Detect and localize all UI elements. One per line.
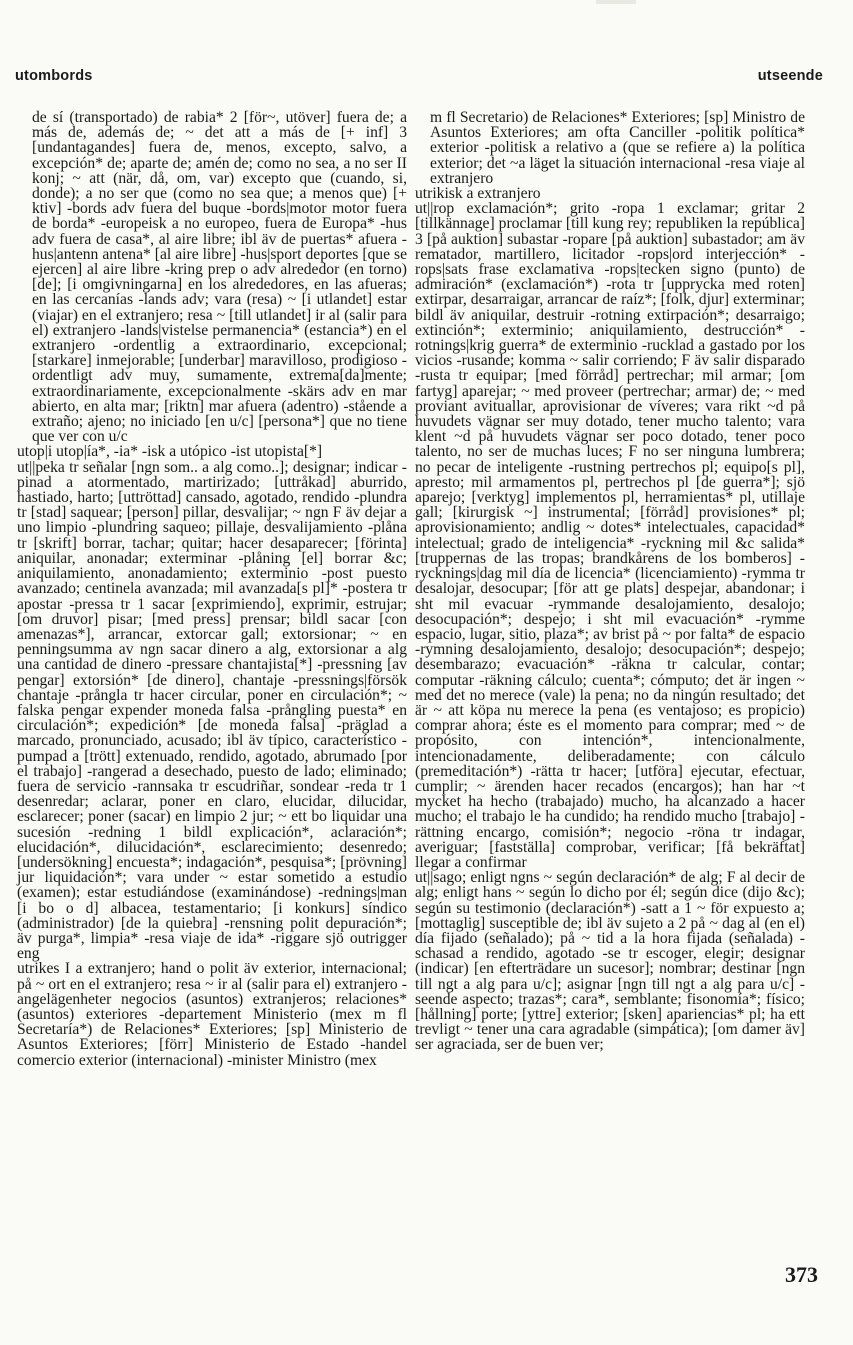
guide-word-right: utseende [757,68,823,84]
guide-word-left: utombords [15,68,93,84]
left-column [17,109,407,1069]
right-column [415,109,805,1054]
dictionary-entry: ut||sago; enligt ngns ~ según declaración* de alg; F al decir de alg; enligt hans ~ según lo dicho por él; según dice (dijo &c); según su testimonio (declaración*) -satt a 1 ~ för expuesto a; [mottaglig] susceptible de; ibl äv sujeto a 2 på ~ dag al (en el) día fijado (señalado); på ~ tid a la hora fijada (señalada) -schasad a rendido, agotado -se tr escoger, elegir; designar (indicar) [en efterträdare un sucesor]; nombrar; destinar [ngn till ngt a alg para u/c]; asignar [ngn till ngt a alg para u/c] -seende aspecto; trazas*; cara*, semblante; fisonomía*; físico; [hållning] porte; [yttre] exterior; [sken] apariencias* pl; ha ett trevligt ~ tener una cara agradable (simpática); [om damer äv] ser agraciada, ser de buen ver; [415,869,805,1054]
dictionary-entry: de sí (transportado) de rabia* 2 [för~, utöver] fuera de; a más de, además de; ~ det att a más de [+ inf] 3 [undantagandes] fuera de, menos, excepto, salvo, a excepción* de; aparte de; amén de; como no sea, a no ser II konj; ~ att (när, då, om, var) excepto que (cuando, si, donde); a no ser que (como no sea que; a menos que) [+ ktiv] -bords adv fuera del buque -bords|motor motor fuera de borda* -europeisk a no europeo, fuera de Europa* -hus adv fuera de casa*, al aire libre; ibl äv de puertas* afuera -hus|antenn antena* [al aire libre] -hus|sport deportes [que se ejercen] al aire libre -kring prep o adv alrededor (en torno) [de]; [i omgivningarna] en los alrededores, en las afueras; en las cercanías -lands adv; vara (resa) ~ [i utlandet] estar (viajar) en el extranjero; resa ~ [till utlandet] ir al (salir para el) extranjero -lands|vistelse permanencia* (estancia*) en el extranjero -ordentlig a extraordinario, excepcional; [starkare] inmejorable; [underbar] maravilloso, prodigioso -ordentligt adv muy, sumamente, extrema[da]mente; extraordinariamente, excepcionalmente -skärs adv en mar abierto, en alta mar; [riktn] mar afuera (adentro) -stående a extraño; ajeno; no iniciado [en u/c] [persona*] que no tiene que ver con u/c [32,109,407,446]
dictionary-entry: ut||rop exclamación*; grito -ropa 1 exclamar; gritar 2 [tillkännage] proclamar [till kung rey; republiken la república] 3 [på auktion] subastar -ropare [på auktion] subastador; am äv rematador, martillero, licitador -rops|ord interjección* -rops|sats frase exclamativa -rops|tecken signo (punto) de admiración* (exclamación*) -rota tr [upprycka med roten] extirpar, desarraigar, arrancar de raíz*; [folk, djur] exterminar; bildl äv aniquilar, destruir -rotning extirpación*; desarraigo; extinción*; exterminio; aniquilamiento, destrucción* -rotnings|krig guerra* de exterminio -rucklad a gastado por los vicios -rusande; komma ~ salir corriendo; F äv salir disparado -rusta tr equipar; [med förråd] pertrechar; mil armar; [om fartyg] aparejar; ~ med proveer (pertrechar; armar) de; ~ med proviant avituallar, aprovisionar de víveres; vara rikt ~d på huvudets vägnar ser muy dotado, tener mucho talento; vara klent ~d på huvudets vägnar ser poco dotado, tener poco talento, no ser de muchas luces; F no ser ninguna lumbrera; no pecar de inteligente -rustning pertrechos pl; equipo[s pl], apresto; mil armamentos pl, pertrechos pl [de guerra*]; sjö aparejo; [verktyg] implementos pl, herramientas* pl, utillaje gall; [kirurgisk ~] instrumental; [förråd] provisiones* pl; aprovisionamiento; andlig ~ dotes* intelectuales, capacidad* intelectual; grado de inteligencia* -ryckning mil &c salida* [truppernas de las tropas; brandkårens de los bomberos] -rycknings|dag mil día de licencia* (licenciamiento) -rymma tr desalojar, desocupar; [för att ge plats] despejar, abandonar; i sht mil evacuar -rymmande desalojamiento, desalojo; desocupación*; despejo; i sht mil evacuación* -rymme espacio, lugar, sitio, plaza*; av brist på ~ por falta* de espacio -rymning desalojamiento, desalojo; desocupación*; despejo; desembarazo; evacuación* -räkna tr calcular, contar; computar -räkning cálculo; cuenta*; cómputo; det är ingen ~ med det no merece (vale) la pena; no da ningún resultado; det är ~ att köpa nu merece la pena (es ventajoso; es propicio) comprar ahora; éste es el momento para comprar; med ~ de propósito, con intención*, intencionalmente, intencionadamente, deliberadamente; con cálculo (premeditación*) -rätta tr hacer; [utföra] ejecutar, efectuar, cumplir; ~ ärenden hacer recados (encargos); han har ~t mycket ha hecho (trabajado) mucho, ha alcanzado a hacer mucho; el trabajo le ha cundido; ha rendido mucho [trabajo] -rättning encargo, comisión*; negocio -röna tr indagar, averiguar; [fastställa] comprobar, verificar; [få bekräftat] llegar a confirmar [415,200,805,871]
dictionary-entry: utrikes I a extranjero; hand o polit äv exterior, internacional; på ~ ort en el extranjero; resa ~ ir al (salir para el) extranjero -angelägenheter negocios (asuntos) extranjeros; relaciones* (asuntos) exteriores -departement Ministerio (mex m fl Secretaría*) de Relaciones* Exteriores; [sp] Ministerio de Asuntos Exteriores; [förr] Ministerio de Estado -handel comercio exterior (internacional) -minister Ministro (mex [17,960,407,1069]
dictionary-entry: ut||peka tr señalar [ngn som.. a alg como..]; designar; indicar -pinad a atormentado, martirizado; [uttråkad] aburrido, hastiado, harto; [uttröttad] cansado, agotado, rendido -plundra tr [stad] saquear; [person] pillar, desvalijar; ~ ngn F äv dejar a uno limpio -plundring saqueo; pillaje, desvalijamiento -plåna tr [skrift] borrar, tachar; quitar; hacer desaparecer; [förinta] aniquilar, anonadar; exterminar -plåning [el] borrar &c; aniquilamiento, anonadamiento; exterminio -post puesto avanzado; centinela avanzada; mil avanzada[s pl]* -postera tr apostar -pressa tr 1 sacar [exprimiendo], exprimir, estrujar; [om druvor] pisar; [med press] prensar; bildl sacar [con amenazas*], arrancar, extorcar gall; extorsionar; ~ en penningsumma av ngn sacar dinero a alg, extorsionar a alg una cantidad de dinero -pressare chantajista[*] -pressning [av pengar] extorsión* [de dinero], chantaje -pressnings|försök chantaje -prångla tr hacer circular, poner en circulación*; ~ falska pengar expender moneda falsa -prångling puesta* en circulación*; expedición* [de moneda falsa] -präglad a marcado, pronunciado, acusado; ibl äv típico, característico -pumpad a [trött] extenuado, rendido, agotado, abrumado [por el trabajo] -rangerad a desechado, puesto de lado; eliminado; fuera de servicio -rannsaka tr escudriñar, sondear -reda tr 1 desenredar; aclarar, poner en claro, elucidar, dilucidar, esclarecer; poner (sacar) en limpio 2 jur; ~ ett bo liquidar una sucesión -redning 1 bildl explicación*, aclaración*; elucidación*, dilucidación*, esclarecimiento; desenredo; [undersökning] encuesta*; indagación*, pesquisa*; [prövning] jur liquidación*; vara under ~ estar sometido a estudio (examen); estar estudiándose (examinándose) -rednings|man [i bo o d] albacea, testamentario; [i konkurs] síndico (administrador) [de la quiebra] -rensning polit depuración*; äv purga*, limpia* -resa viaje de ida* -riggare sjö outrigger eng [17,458,407,963]
dictionary-entry: utop|i utop|ía*, -ia* -isk a utópico -ist utopista[*] [17,443,323,461]
page-number: 373 [785,1262,818,1287]
dictionary-entry: m fl Secretario) de Relaciones* Exteriores; [sp] Ministro de Asuntos Exteriores; am ofta Canciller -politik política* exterior -politisk a relativo a (que se refiere a) la política exterior; det ~a läget la situación internacional -resa viaje al extranjero [430,109,805,187]
dictionary-entry: utrikisk a extranjero [415,185,541,203]
scan-artifact [596,0,636,4]
